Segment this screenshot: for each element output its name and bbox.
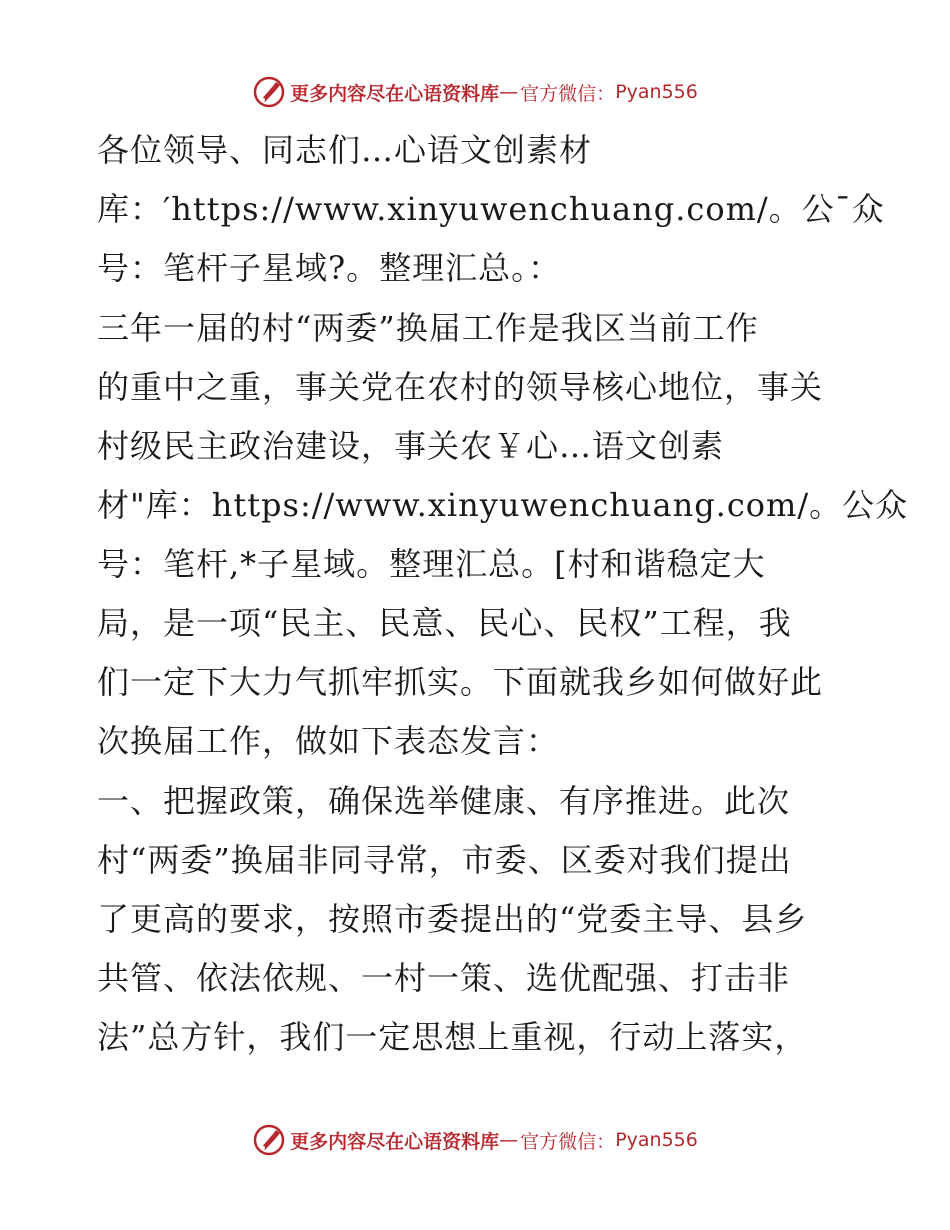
text-line: 局，是一项“民主、民意、民心、民权”工程，我 — [97, 604, 792, 642]
banner-wechat-label: 官方微信： — [520, 1130, 616, 1153]
text-line: 次换届工作，做如下表态发言： — [97, 722, 560, 760]
banner-wechat-id: Pyan556 — [615, 1129, 698, 1151]
header-banner — [0, 72, 950, 112]
text-line: 号：笔杆子星域?。整理汇总。： — [97, 249, 562, 287]
text-line: 法”总方针，我们一定思想上重视，行动上落实， — [97, 1018, 808, 1056]
banner-title: 更多内容尽在心语资料库 — [290, 82, 500, 105]
text-line: 各位领导、同志们…心语文创素材 — [97, 131, 593, 169]
text-line: 村级民主政治建设，事关农￥心…语文创素 — [97, 427, 725, 465]
banner-wechat-id: Pyan556 — [615, 81, 698, 103]
text-line: 号：笔杆,*子星域。整理汇总。[村和谐稳定大 — [97, 545, 766, 583]
banner-dash: — — [499, 1129, 519, 1151]
paragraph — [97, 306, 909, 763]
pen-nib-logo-icon — [252, 75, 286, 109]
text-line: 们一定下大力气抓牢抓实。下面就我乡如何做好此 — [97, 663, 824, 701]
text-line: 库：′https://www.xinyuwenchuang.com/。公¯众 — [97, 190, 885, 228]
text-line: 村“两委”换届非同寻常，市委、区委对我们提出 — [97, 841, 792, 879]
banner-title: 更多内容尽在心语资料库 — [290, 1130, 500, 1153]
text-line: 三年一届的村“两委”换届工作是我区当前工作 — [97, 309, 759, 347]
text-line: 共管、依法依规、一村一策、选优配强、打击非 — [97, 959, 791, 997]
banner-dash: — — [499, 81, 519, 103]
paragraph — [97, 128, 885, 290]
footer-banner — [0, 1120, 950, 1160]
text-line: 的重中之重，事关党在农村的领导核心地位，事关 — [97, 368, 824, 406]
banner-wechat-label: 官方微信： — [520, 82, 616, 105]
paragraph — [97, 779, 857, 1059]
document-body — [97, 128, 909, 1071]
text-line: 了更高的要求，按照市委提出的“党委主导、县乡 — [97, 900, 808, 938]
text-line: 材"库：https://www.xinyuwenchuang.com/。公众 — [97, 486, 909, 524]
pen-nib-logo-icon — [252, 1123, 286, 1157]
text-line: 一、把握政策，确保选举健康、有序推进。此次 — [97, 782, 791, 820]
